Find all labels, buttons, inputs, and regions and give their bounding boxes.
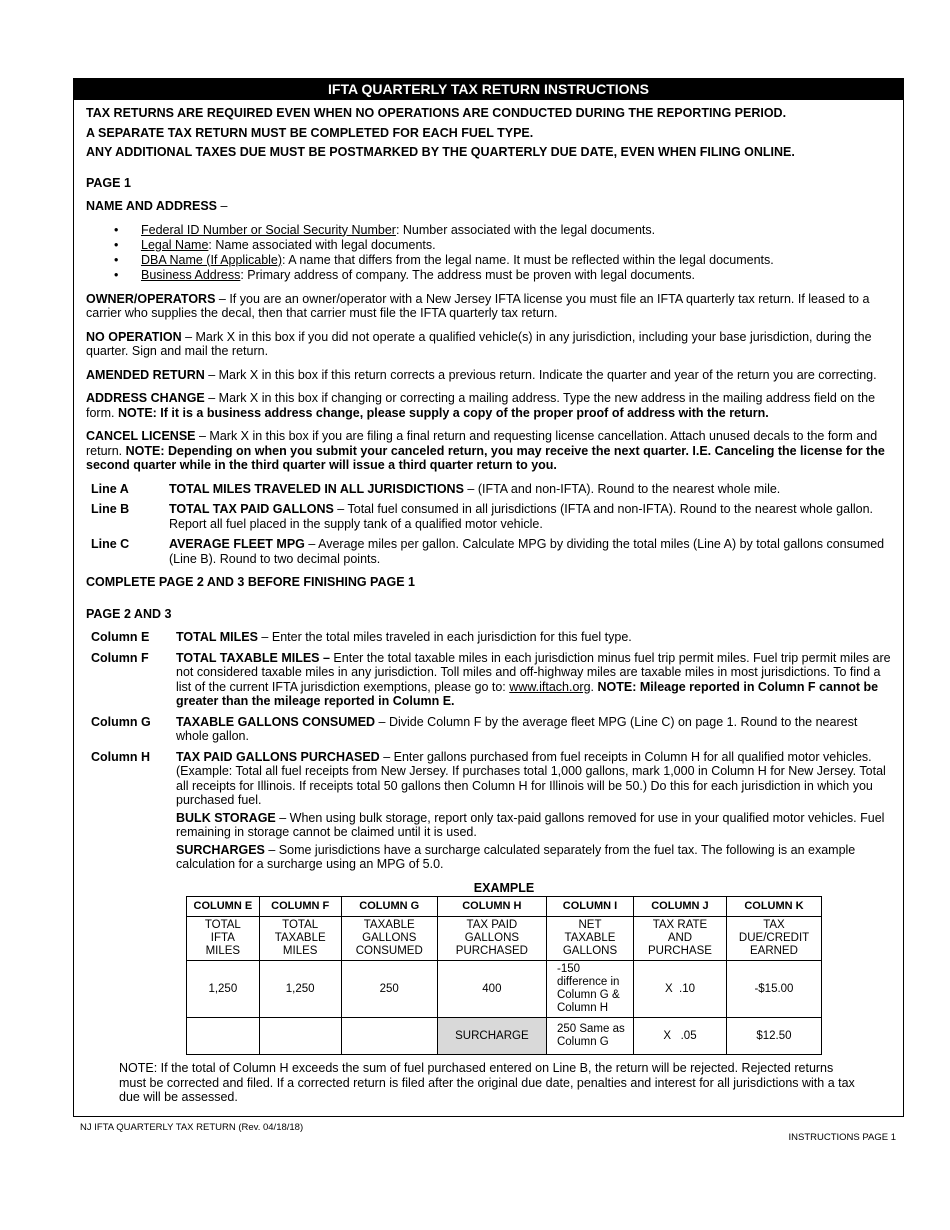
warning-postmark: ANY ADDITIONAL TAXES DUE MUST BE POSTMARKED BY THE QUARTERLY DUE DATE, EVEN WHEN FILING ONLINE. xyxy=(86,145,795,159)
column-e-row: Column E TOTAL MILES – Enter the total miles traveled in each jurisdiction for this fuel type. xyxy=(91,630,632,644)
page1-heading: PAGE 1 xyxy=(86,175,131,190)
complete-pages-note: COMPLETE PAGE 2 AND 3 BEFORE FINISHING PAGE 1 xyxy=(86,575,415,589)
table-header-row xyxy=(187,897,822,917)
column-f-row: Column F TOTAL TAXABLE MILES – Enter the total taxable miles in each jurisdiction minus fuel trip permit miles. Fuel trip permit miles are not considered taxable miles in any jurisdiction. Toll miles and off-highway miles are taxable miles in most jurisdictions. To find a list of the current IFTA jurisdiction exemptions, please go to: www.iftach.org. NOTE: Mileage reported in Column F cannot be greater than the mileage reported in Column E. xyxy=(91,650,891,708)
header-column-f: COLUMN F xyxy=(259,897,341,917)
amended-return-paragraph: AMENDED RETURN – Mark X in this box if this return corrects a previous return. Indicate the quarter and year of the return you are correcting. xyxy=(86,367,877,382)
list-item: • DBA Name (If Applicable): A name that differs from the legal name. It must be reflected within the legal documents. xyxy=(114,253,891,268)
instructions-content xyxy=(86,106,891,872)
column-g-row: Column G TAXABLE GALLONS CONSUMED – Divide Column F by the average fleet MPG (Line C) on page 1. Round to the nearest whole gallon. xyxy=(91,714,858,743)
bulk-storage-paragraph: BULK STORAGE – When using bulk storage, report only tax-paid gallons removed for use in your qualified motor vehicles. Fuel remaining in storage cannot be claimed until it is used. xyxy=(176,810,885,839)
line-b-row: Line B TOTAL TAX PAID GALLONS – Total fuel consumed in all jurisdictions (IFTA and non-IFTA). Round to the nearest whole gallon. Report all fuel placed in the supply tank of a qualified motor vehicle. xyxy=(91,502,874,531)
list-item: • Legal Name: Name associated with legal documents. xyxy=(114,238,891,253)
table-row: TOTAL IFTA MILES TOTAL TAXABLE MILES TAXABLE GALLONS CONSUMED TAX PAID GALLONS PURCHASED NET TAXABLE GALLONS TAX RATE AND PURCHASE TAX DUE/CREDIT EARNED xyxy=(187,917,822,961)
surcharge-cell: SURCHARGE xyxy=(437,1018,546,1055)
example-table xyxy=(186,896,822,1055)
table-row: 1,250 1,250 250 400 -150 difference in Column G & Column H X .10 -$15.00 xyxy=(187,961,822,1018)
example-title: EXAMPLE xyxy=(473,881,535,895)
header-column-i: COLUMN I xyxy=(546,897,633,917)
column-h-row: Column H TAX PAID GALLONS PURCHASED – Enter gallons purchased from fuel receipts in Column H for all qualified motor vehicles. (Example: Total all fuel receipts from New Jersey. If purchases total 1,000 gallons, mark 1,000 in Column H for New Jersey. Total all receipts for Illinois. If receipts total 50 gallons then Column H for Illinois will be 50.) Do this for each jurisdiction in which you purchased fuel. xyxy=(91,749,886,807)
header-column-k: COLUMN K xyxy=(726,897,821,917)
header-column-g: COLUMN G xyxy=(341,897,437,917)
list-item: • Federal ID Number or Social Security Number: Number associated with the legal documents. xyxy=(114,223,891,238)
instructions-frame xyxy=(73,78,904,1117)
page-title: IFTA QUARTERLY TAX RETURN INSTRUCTIONS xyxy=(74,79,903,100)
header-column-h: COLUMN H xyxy=(437,897,546,917)
header-column-j: COLUMN J xyxy=(634,897,727,917)
form-revision: NJ IFTA QUARTERLY TAX RETURN (Rev. 04/18/18) xyxy=(80,1122,304,1133)
warning-no-operations: TAX RETURNS ARE REQUIRED EVEN WHEN NO OPERATIONS ARE CONDUCTED DURING THE REPORTING PERIOD. xyxy=(86,106,787,120)
owner-operators-paragraph: OWNER/OPERATORS – If you are an owner/operator with a New Jersey IFTA license you must file an IFTA quarterly tax return. If leased to a carrier who supplies the decal, then that carrier must file the IFTA quarterly tax return. xyxy=(86,291,870,320)
name-address-heading: NAME AND ADDRESS – xyxy=(86,199,228,213)
header-column-e: COLUMN E xyxy=(187,897,260,917)
table-row: SURCHARGE 250 Same as Column G X .05 $12.50 xyxy=(187,1018,822,1055)
list-item: • Business Address: Primary address of company. The address must be proven with legal documents. xyxy=(114,268,891,283)
no-operation-paragraph: NO OPERATION – Mark X in this box if you did not operate a qualified vehicle(s) in any jurisdiction, including your base jurisdiction, during the quarter. Sign and mail the return. xyxy=(86,329,872,358)
cancel-license-paragraph: CANCEL LICENSE – Mark X in this box if you are filing a final return and requesting license cancellation. Attach unused decals to the form and return. NOTE: Depending on when you submit your canceled return, you may receive the next quarter. I.E. Canceling the license for the second quarter while in the third quarter will issue a third quarter return to you. xyxy=(86,429,885,472)
address-change-paragraph: ADDRESS CHANGE – Mark X in this box if changing or correcting a mailing address. Type the new address in the mailing address field on the form. NOTE: If it is a business address change, please supply a copy of the proper proof of address with the return. xyxy=(86,391,876,420)
page23-heading: PAGE 2 AND 3 xyxy=(86,606,172,621)
final-note: NOTE: If the total of Column H exceeds the sum of fuel purchased entered on Line B, the return will be rejected. Rejected returns must be corrected and filed. If a corrected return is filed after the original due date, penalties and interest for all jurisdictions with a tax due will be assessed. xyxy=(119,1061,855,1104)
page-label: INSTRUCTIONS PAGE 1 xyxy=(788,1132,896,1143)
line-c-row: Line C AVERAGE FLEET MPG – Average miles per gallon. Calculate MPG by dividing the total miles (Line A) by total gallons consumed (Line B). Round to two decimal points. xyxy=(91,537,885,566)
iftach-link[interactable]: www.iftach.org xyxy=(509,679,591,694)
name-address-list xyxy=(86,223,891,283)
surcharges-paragraph: SURCHARGES – Some jurisdictions have a surcharge calculated separately from the fuel tax. The following is an example calculation for a surcharge using an MPG of 5.0. xyxy=(176,842,856,871)
warning-separate-return: A SEPARATE TAX RETURN MUST BE COMPLETED FOR EACH FUEL TYPE. xyxy=(86,125,534,140)
line-a-row: Line A TOTAL MILES TRAVELED IN ALL JURISDICTIONS – (IFTA and non-IFTA). Round to the nearest whole mile. xyxy=(91,481,781,496)
